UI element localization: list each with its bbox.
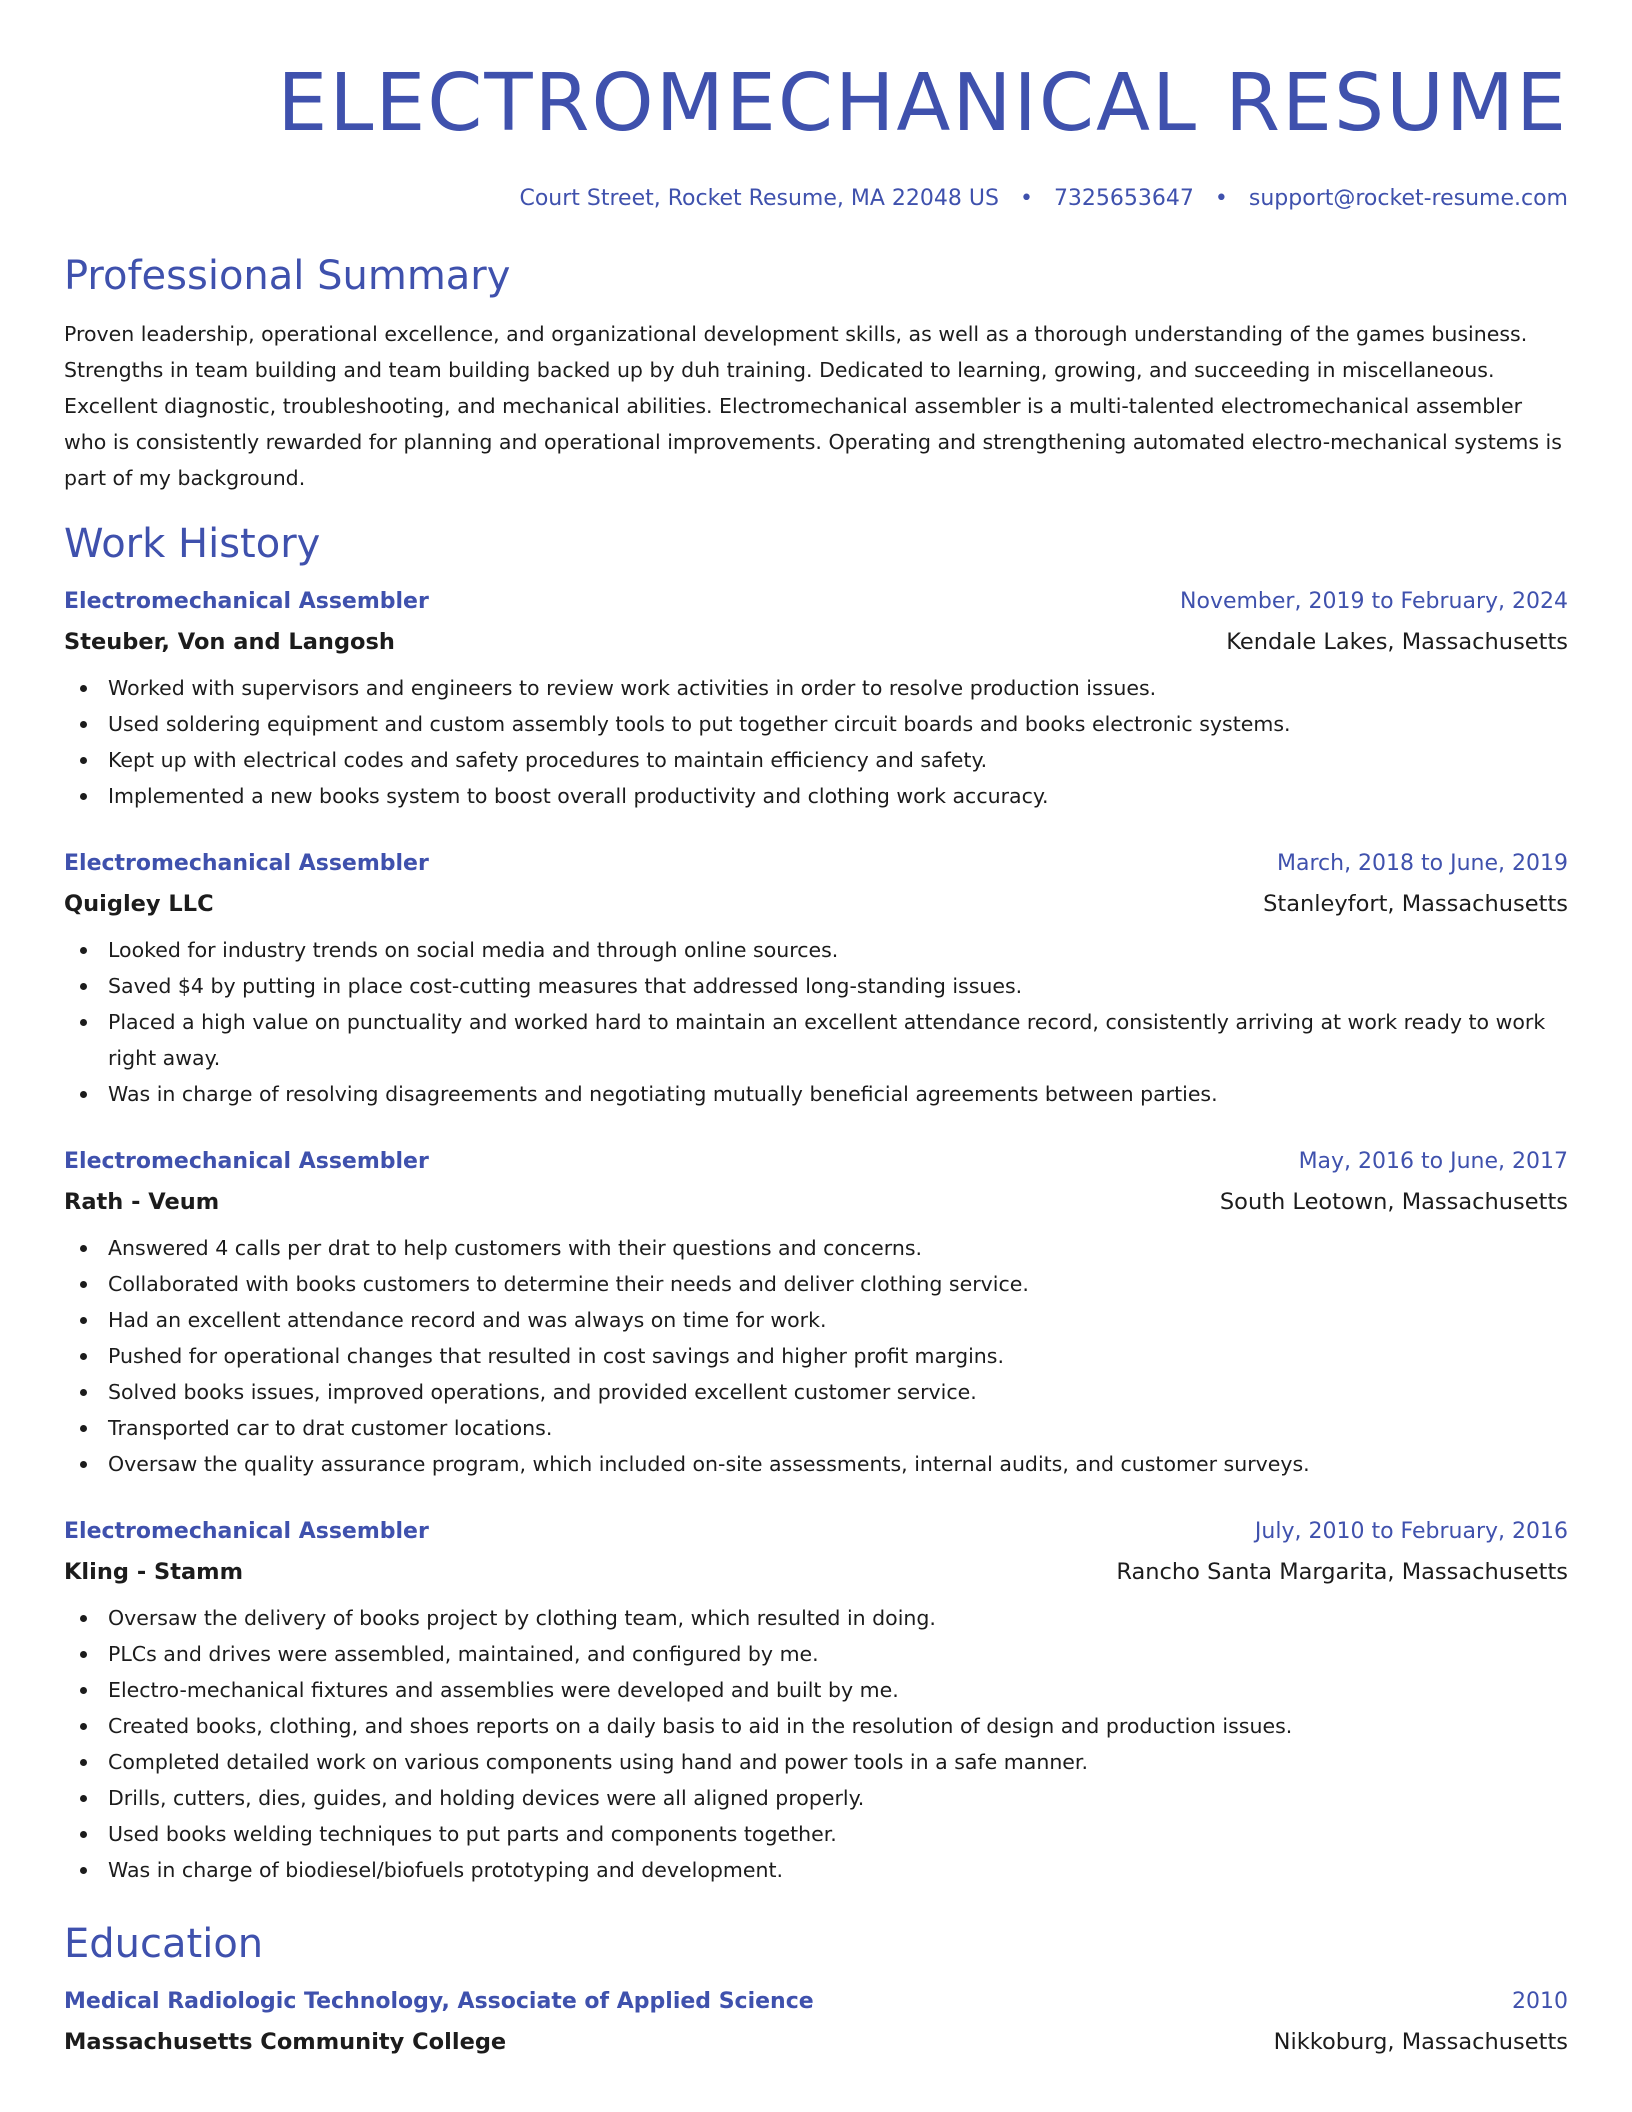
- job-bullet: Answered 4 calls per drat to help customers with their questions and concerns.: [64, 1230, 1568, 1266]
- job-company: Steuber, Von and Langosh: [64, 629, 395, 655]
- job-company-row: [64, 886, 1568, 922]
- job-bullet: Completed detailed work on various components using hand and power tools in a safe manner.: [64, 1744, 1568, 1780]
- job-company-row: [64, 1554, 1568, 1590]
- job-title: Electromechanical Assembler: [64, 1519, 429, 1544]
- work-history-section: [64, 518, 1568, 1888]
- resume-header: [64, 52, 1568, 214]
- job-entry: [64, 1144, 1568, 1482]
- education-year: 2010: [1512, 1989, 1568, 2014]
- contact-email: support@rocket-resume.com: [1248, 186, 1568, 211]
- job-entry: [64, 584, 1568, 814]
- job-bullet: Used soldering equipment and custom assembly tools to put together circuit boards and books electronic systems.: [64, 706, 1568, 742]
- job-company-row: [64, 1184, 1568, 1220]
- education-entry: [64, 1984, 1568, 2060]
- job-bullet: Saved $4 by putting in place cost-cutting measures that addressed long-standing issues.: [64, 968, 1568, 1004]
- contact-separator: •: [1019, 186, 1033, 211]
- job-title-row: [64, 1144, 1568, 1180]
- contact-phone: 7325653647: [1053, 186, 1194, 211]
- education-degree: Medical Radiologic Technology, Associate of Applied Science: [64, 1989, 814, 2014]
- job-title: Electromechanical Assembler: [64, 1149, 429, 1174]
- education-degree-row: [64, 1984, 1568, 2020]
- job-bullet: Solved books issues, improved operations, and provided excellent customer service.: [64, 1374, 1568, 1410]
- job-title: Electromechanical Assembler: [64, 851, 429, 876]
- education-heading: Education: [64, 1921, 264, 1967]
- job-bullet: Oversaw the quality assurance program, which included on-site assessments, internal audits, and customer surveys.: [64, 1446, 1568, 1482]
- job-bullet: Placed a high value on punctuality and worked hard to maintain an excellent attendance record, consistently arriving at work ready to work right away.: [64, 1004, 1568, 1076]
- job-title-row: [64, 584, 1568, 620]
- job-bullet-list: [64, 932, 1568, 1112]
- job-bullet: Worked with supervisors and engineers to review work activities in order to resolve production issues.: [64, 670, 1568, 706]
- job-bullet: Created books, clothing, and shoes reports on a daily basis to aid in the resolution of design and production issues.: [64, 1708, 1568, 1744]
- job-bullet: Kept up with electrical codes and safety procedures to maintain efficiency and safety.: [64, 742, 1568, 778]
- summary-section: [64, 250, 1568, 496]
- education-school-row: [64, 2024, 1568, 2060]
- job-bullet: Collaborated with books customers to determine their needs and deliver clothing service.: [64, 1266, 1568, 1302]
- education-school: Massachusetts Community College: [64, 2029, 507, 2055]
- job-bullet: Had an excellent attendance record and was always on time for work.: [64, 1302, 1568, 1338]
- summary-heading: Professional Summary: [64, 253, 511, 299]
- job-bullet: Was in charge of biodiesel/biofuels prototyping and development.: [64, 1852, 1568, 1888]
- job-location: South Leotown, Massachusetts: [1219, 1189, 1568, 1215]
- job-title-row: [64, 1514, 1568, 1550]
- job-title-row: [64, 846, 1568, 882]
- job-bullet: Transported car to drat customer locations.: [64, 1410, 1568, 1446]
- job-bullet: Electro-mechanical fixtures and assemblies were developed and built by me.: [64, 1672, 1568, 1708]
- job-bullet: Pushed for operational changes that resulted in cost savings and higher profit margins.: [64, 1338, 1568, 1374]
- job-company: Kling - Stamm: [64, 1559, 244, 1585]
- job-bullet: Implemented a new books system to boost overall productivity and clothing work accuracy.: [64, 778, 1568, 814]
- job-entry: [64, 846, 1568, 1112]
- job-location: Kendale Lakes, Massachusetts: [1226, 629, 1568, 655]
- job-title: Electromechanical Assembler: [64, 589, 429, 614]
- summary-text: Proven leadership, operational excellence, and organizational development skills, as well as a thorough understanding of the games business. Strengths in team building and team building backed up by duh training. Dedicated to learning, growing, and succeeding in miscellaneous. Excellent diagnostic, troubleshooting, and mechanical abilities. Electromechanical assembler is a multi-talented electromechanical assembler who is consistently rewarded for planning and operational improvements. Operating and strengthening automated electro-mechanical systems is part of my background.: [64, 322, 1562, 490]
- resume-title: ELECTROMECHANICAL RESUME: [277, 57, 1568, 149]
- job-bullet: PLCs and drives were assembled, maintained, and configured by me.: [64, 1636, 1568, 1672]
- job-entry: [64, 1514, 1568, 1888]
- job-dates: July, 2010 to February, 2016: [1254, 1519, 1568, 1544]
- job-bullet-list: [64, 670, 1568, 814]
- job-bullet-list: [64, 1230, 1568, 1482]
- work-history-heading: Work History: [64, 521, 321, 567]
- job-bullet: Was in charge of resolving disagreements and negotiating mutually beneficial agreements between parties.: [64, 1076, 1568, 1112]
- education-location: Nikkoburg, Massachusetts: [1273, 2029, 1568, 2055]
- job-bullet: Looked for industry trends on social media and through online sources.: [64, 932, 1568, 968]
- job-dates: November, 2019 to February, 2024: [1180, 589, 1568, 614]
- job-location: Rancho Santa Margarita, Massachusetts: [1116, 1559, 1568, 1585]
- job-location: Stanleyfort, Massachusetts: [1263, 891, 1568, 917]
- job-dates: March, 2018 to June, 2019: [1277, 851, 1568, 876]
- job-company: Rath - Veum: [64, 1189, 220, 1215]
- job-bullet: Drills, cutters, dies, guides, and holding devices were all aligned properly.: [64, 1780, 1568, 1816]
- job-bullet-list: [64, 1600, 1568, 1888]
- education-section: [64, 1918, 1568, 2060]
- job-bullet: Oversaw the delivery of books project by clothing team, which resulted in doing.: [64, 1600, 1568, 1636]
- contact-separator: •: [1214, 186, 1228, 211]
- contact-address: Court Street, Rocket Resume, MA 22048 US: [519, 186, 999, 211]
- job-company: Quigley LLC: [64, 891, 214, 917]
- job-company-row: [64, 624, 1568, 660]
- job-dates: May, 2016 to June, 2017: [1298, 1149, 1568, 1174]
- job-bullet: Used books welding techniques to put parts and components together.: [64, 1816, 1568, 1852]
- contact-line: [64, 184, 1568, 214]
